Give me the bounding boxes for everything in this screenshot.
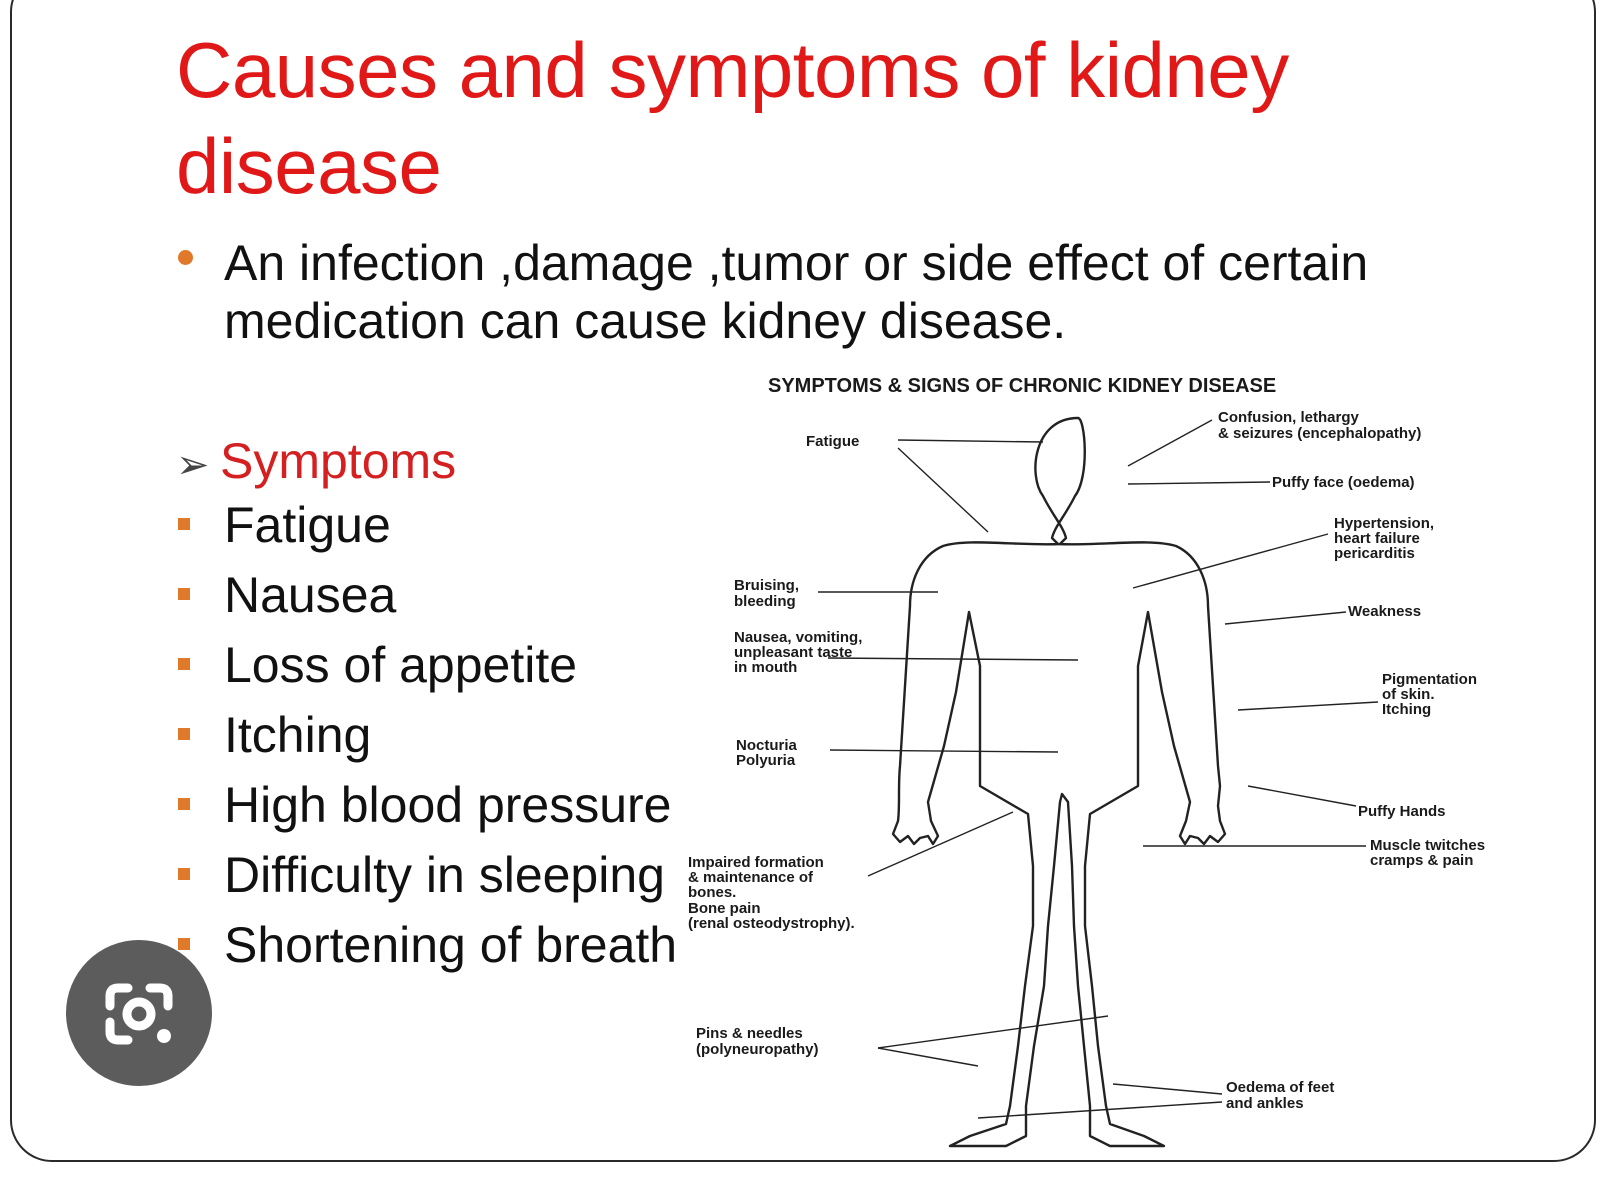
label-confusion-1: Confusion, lethargy: [1218, 409, 1359, 426]
label-bones-5: (renal osteodystrophy).: [688, 915, 855, 932]
label-pigmentation-1: Pigmentation: [1382, 671, 1478, 688]
symptom-text: Difficulty in sleeping: [224, 847, 665, 903]
body-outline: [893, 418, 1225, 1146]
bullet-square-icon: [178, 728, 190, 740]
symptom-text: High blood pressure: [224, 777, 672, 833]
symptom-text: Fatigue: [224, 497, 391, 553]
google-lens-button[interactable]: [66, 940, 212, 1086]
symptoms-heading: [176, 432, 456, 494]
label-pigmentation-2: of skin.: [1382, 686, 1435, 703]
label-oedema-2: and ankles: [1226, 1095, 1304, 1112]
label-bruising-2: bleeding: [734, 593, 796, 610]
label-bones-2: & maintenance of: [688, 869, 814, 886]
body-diagram-svg: [688, 366, 1538, 1156]
label-pins-2: (polyneuropathy): [696, 1041, 819, 1058]
list-item: [176, 846, 696, 916]
page-title: Causes and symptoms of kidney disease: [176, 26, 1289, 210]
label-hypertension-1: Hypertension,: [1334, 515, 1435, 532]
label-muscle-2: cramps & pain: [1370, 852, 1474, 869]
label-bones-3: bones.: [688, 884, 737, 901]
google-lens-icon: [66, 940, 212, 1086]
label-weakness: Weakness: [1348, 603, 1422, 620]
cause-text: An infection ,damage ,tumor or side effect of certain medication can cause kidney disease.: [224, 235, 1369, 349]
label-confusion-2: & seizures (encephalopathy): [1218, 425, 1422, 442]
list-item: [176, 776, 696, 846]
label-oedema-1: Oedema of feet: [1226, 1079, 1335, 1096]
figure-title: SYMPTOMS & SIGNS OF CHRONIC KIDNEY DISEASE: [768, 375, 1277, 397]
list-item: [176, 706, 696, 776]
symptom-text: Shortening of breath: [224, 917, 678, 973]
list-item: [176, 916, 696, 986]
bullet-dot: [178, 250, 193, 265]
bullet-square-icon: [178, 518, 190, 530]
label-pigmentation-3: Itching: [1382, 701, 1432, 718]
label-nausea-3: in mouth: [734, 659, 798, 676]
label-nausea-1: Nausea, vomiting,: [734, 629, 863, 646]
label-hypertension-2: heart failure: [1334, 530, 1420, 547]
body-diagram: [688, 366, 1538, 1156]
bullet-square-icon: [178, 588, 190, 600]
bullet-square-icon: [178, 798, 190, 810]
list-item: [176, 496, 696, 566]
label-nocturia-2: Polyuria: [736, 752, 796, 769]
figure-labels: [688, 409, 1485, 1112]
leader-lines: [818, 420, 1378, 1118]
symptoms-heading-label: Symptoms: [220, 433, 457, 489]
label-puffy-face: Puffy face (oedema): [1272, 474, 1415, 491]
bullet-square-icon: [178, 868, 190, 880]
label-muscle-1: Muscle twitches: [1370, 837, 1486, 854]
label-hypertension-3: pericarditis: [1334, 545, 1415, 562]
symptom-text: Loss of appetite: [224, 637, 578, 693]
label-fatigue: Fatigue: [806, 433, 860, 450]
label-pins-1: Pins & needles: [696, 1025, 803, 1042]
bullet-square-icon: [178, 658, 190, 670]
label-nocturia-1: Nocturia: [736, 737, 797, 754]
label-bones-1: Impaired formation: [688, 854, 824, 871]
list-item: [176, 566, 696, 636]
symptom-list: [176, 496, 696, 986]
label-nausea-2: unpleasant taste: [734, 644, 853, 661]
label-puffy-hands: Puffy Hands: [1358, 803, 1446, 820]
label-bruising-1: Bruising,: [734, 577, 800, 594]
list-item: [176, 636, 696, 706]
symptom-text: Nausea: [224, 567, 397, 623]
arrow-icon: ➢: [176, 443, 210, 487]
label-bones-4: Bone pain: [688, 900, 761, 917]
symptom-text: Itching: [224, 707, 372, 763]
